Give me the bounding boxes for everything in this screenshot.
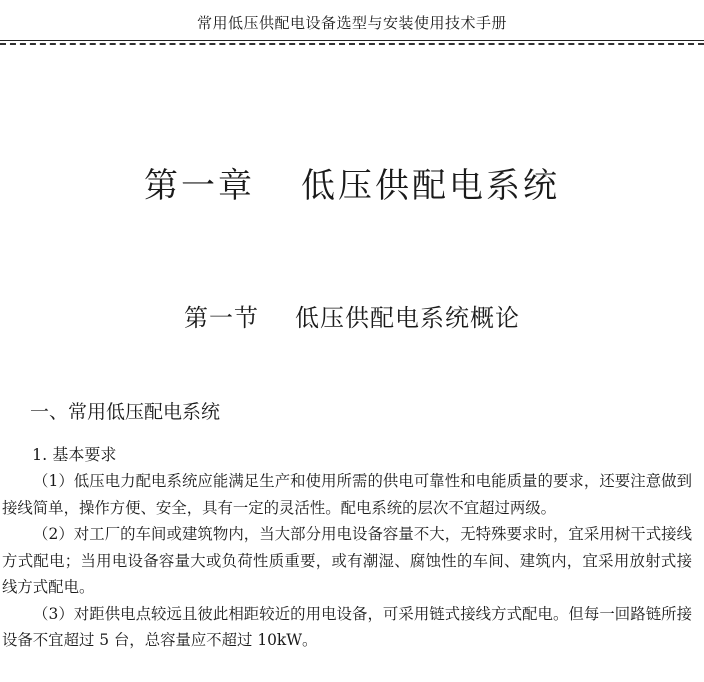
paragraph-2: （2）对工厂的车间或建筑物内，当大部分用电设备容量不大，无特殊要求时，宜采用树干式接线方式配电；当用电设备容量大或负荷性质重要，或有潮湿、腐蚀性的车间、建筑内，宜采用放射式接线方式配电。 bbox=[2, 525, 692, 596]
section-title bbox=[0, 298, 704, 333]
paragraph-3: （3）对距供电点较远且彼此相距较近的用电设备，可采用链式接线方式配电。但每一回路链所接设备不宜超过 5 台，总容量应不超过 10kW。 bbox=[2, 604, 692, 649]
subsubheading: 1. 基本要求 bbox=[32, 445, 117, 464]
paragraph-1: （1）低压电力配电系统应能满足生产和使用所需的供电可靠性和电能质量的要求，还要注意做到接线简单，操作方便、安全，具有一定的灵活性。配电系统的层次不宜超过两级。 bbox=[2, 472, 692, 517]
chapter-number: 第一章 bbox=[144, 166, 255, 206]
header-rule-dashed bbox=[0, 43, 704, 45]
header-rule bbox=[0, 40, 704, 46]
section-name: 低压供配电系统概论 bbox=[295, 304, 520, 332]
section-number: 第一节 bbox=[184, 304, 259, 332]
body-text bbox=[2, 468, 692, 654]
chapter-title bbox=[0, 158, 704, 207]
subheading: 一、常用低压配电系统 bbox=[30, 401, 221, 423]
header-rule-solid bbox=[0, 40, 704, 41]
chapter-name: 低压供配电系统 bbox=[301, 166, 560, 206]
running-header: 常用低压供配电设备选型与安装使用技术手册 bbox=[196, 14, 507, 32]
